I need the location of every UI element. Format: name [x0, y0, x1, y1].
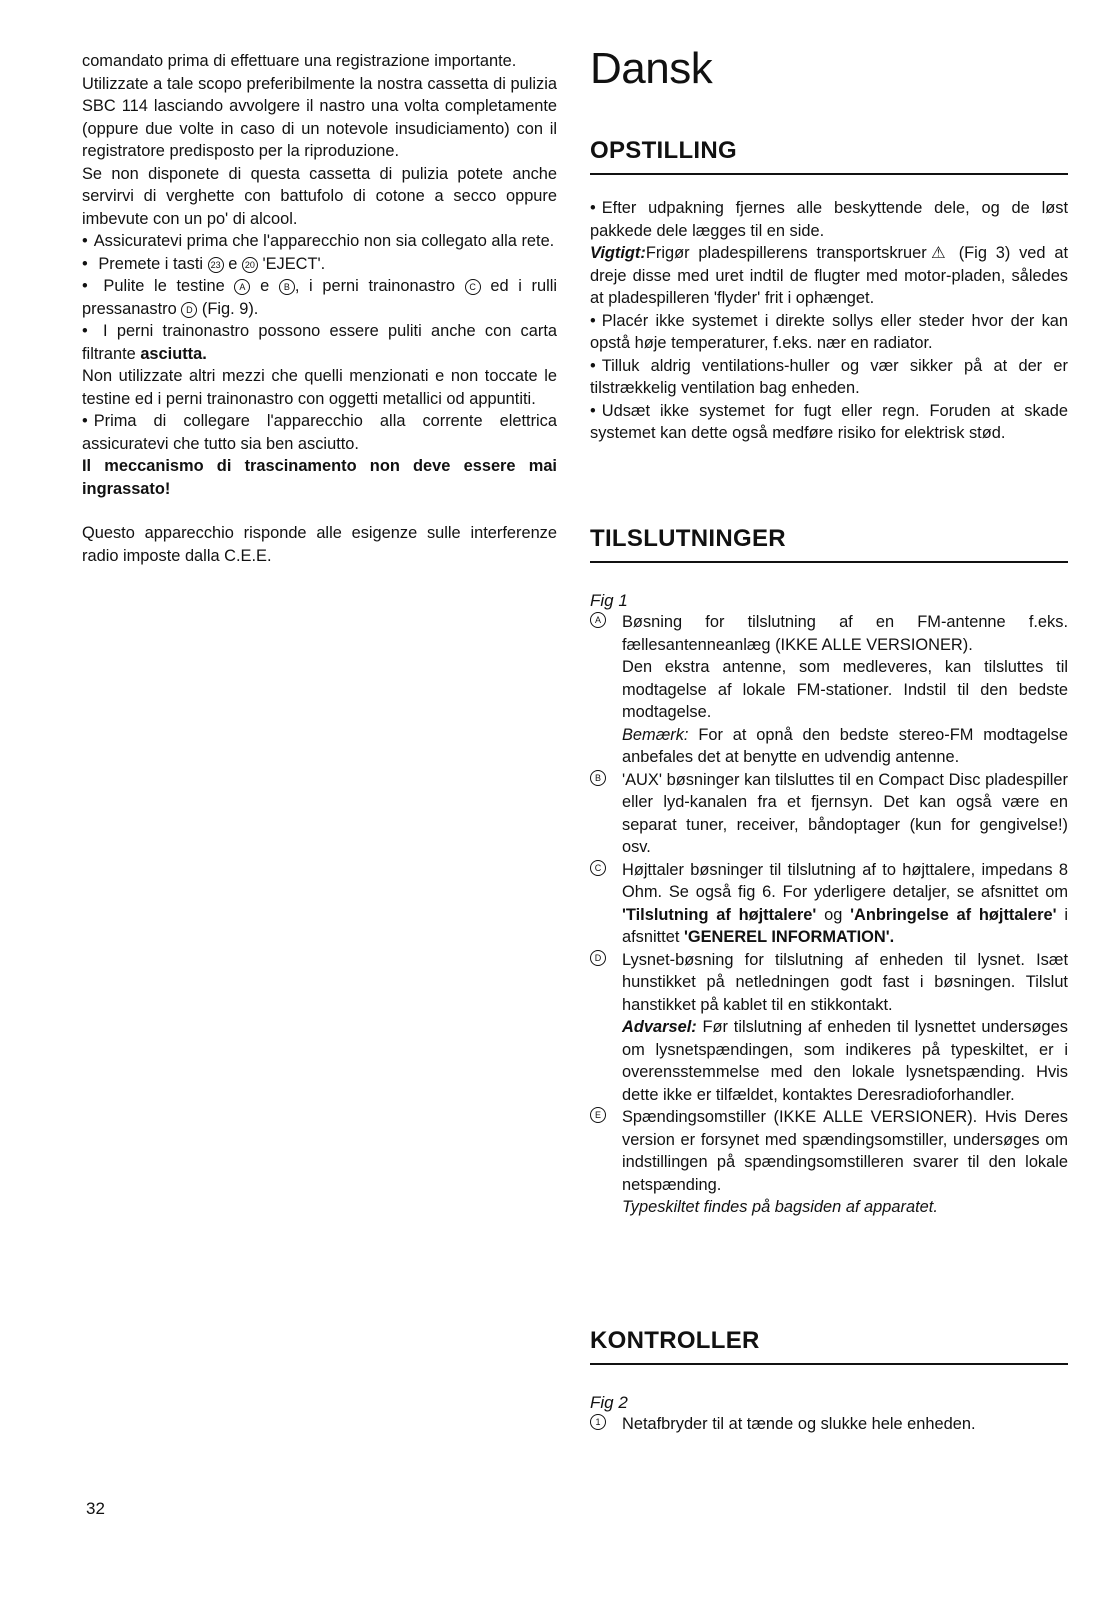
label-marker: C [590, 860, 606, 876]
section-opstilling [590, 137, 1068, 445]
label-marker: D [181, 302, 197, 318]
label-marker: A [590, 612, 606, 628]
label-marker: A [234, 279, 250, 295]
figure-reference: Fig 2 [590, 1393, 628, 1412]
label-marker: D [590, 950, 606, 966]
paragraph: Non utilizzate altri mezzi che quelli menzionati e non toccate le testine ed i perni trainonastro con oggetti metallici od appuntiti. [82, 367, 557, 408]
label-marker: B [279, 279, 295, 295]
page-number: 32 [86, 1499, 105, 1518]
list-item: D Lysnet-bøsning for tilslutning af enheden til lysnet. Isæt hunstikket på netledningen godt fast i bøsningen. Tilslut hanstikket på kablet til en stikkontakt. Advarsel: Før tilslutning af enheden til lysnettet undersøges om lysnetspændingen, som indikeres på typeskiltet, er i overensstemmelse med den lokale lysnetspænding. Hvis dette ikke er tilfældet, kontaktes Deresradioforhandler. [590, 949, 1068, 1107]
bullet-item: • I perni trainonastro possono essere puliti anche con carta filtrante asciutta. [82, 320, 557, 365]
list-item: E Spændingsomstiller (IKKE ALLE VERSIONER). Hvis Deres version er forsynet med spændingsomstiller, undersøges om indstillingen på spændingsomstilleren svarer til den lokale netspænding. Typeskiltet findes på bagsiden af apparatet. [590, 1106, 1068, 1219]
section-heading: KONTROLLER [590, 1327, 1068, 1365]
left-column [82, 50, 557, 567]
paragraph: Vigtigt:Frigør pladespillerens transportskruer⚠ (Fig 3) ved at dreje disse med uret indtil de flugter med motor-pladen, således at pladespilleren 'flyder' frit i ophænget. [590, 244, 1068, 307]
paragraph: Questo apparecchio risponde alle esigenze sulle interferenze radio imposte dalla C.E.E. [82, 524, 557, 565]
section-tilslutninger [590, 525, 1068, 1219]
paragraph: Se non disponete di questa cassetta di pulizia potete anche servirvi di verghette con battufolo di cotone a secco oppure imbevute con un po' di alcool. [82, 164, 557, 228]
figure-reference: Fig 1 [590, 591, 628, 610]
bullet-item: • Efter udpakning fjernes alle beskyttende dele, og de løst pakkede dele lægges til en side. [590, 197, 1068, 242]
bullet-item: • Prima di collegare l'apparecchio alla corrente elettrica assicuratevi che tutto sia ben asciutto. [82, 410, 557, 455]
bullet-item: • Assicuratevi prima che l'apparecchio non sia collegato alla rete. [82, 230, 557, 253]
paragraph: comandato prima di effettuare una registrazione importante. [82, 52, 517, 70]
bullet-item: • Pulite le testine A e B , i perni trainonastro C ed i rulli pressanastro D (Fig. 9). [82, 275, 557, 320]
paragraph: Utilizzate a tale scopo preferibilmente la nostra cassetta di pulizia SBC 114 lasciando avvolgere il nastro una volta completamente (oppure due volte in caso di un notevole insudiciamento) con il registratore predisposto per la riproduzione. [82, 74, 557, 160]
bullet-item: • Premete i tasti 23 e 20 'EJECT'. [82, 253, 557, 276]
key-marker: 23 [208, 257, 224, 273]
bullet-item: • Udsæt ikke systemet for fugt eller regn. Foruden at skade systemet kan dette også medføre risiko for elektrisk stød. [590, 400, 1068, 445]
list-item: A Bøsning for tilslutning af en FM-antenne f.eks. fællesantenneanlæg (IKKE ALLE VERSIONER). Den ekstra antenne, som medleveres, kan tilsluttes til modtagelse af lokale FM-stationer. Indstil til den bedste modtagelse. Bemærk: For at opnå den bedste stereo-FM modtagelse anbefales det at benytte en udvendig antenne. [590, 611, 1068, 769]
label-marker: E [590, 1107, 606, 1123]
section-heading: OPSTILLING [590, 137, 1068, 175]
list-item: B 'AUX' bøsninger kan tilsluttes til en Compact Disc pladespiller eller lyd-kanalen fra et fjernsyn. Det kan også være en separat tuner, receiver, båndoptager (kun for gengivelse!) osv. [590, 769, 1068, 859]
bullet-item: • Placér ikke systemet i direkte sollys eller steder hvor der kan opstå høje temperaturer, f.eks. nær en radiator. [590, 310, 1068, 355]
warning-text: Il meccanismo di trascinamento non deve essere mai ingrassato! [82, 457, 557, 498]
section-heading: TILSLUTNINGER [590, 525, 1068, 563]
page-title: Dansk [590, 44, 713, 93]
section-kontroller [590, 1327, 1068, 1436]
key-marker: 20 [242, 257, 258, 273]
warning-icon: ⚠ [926, 244, 950, 262]
label-marker: C [465, 279, 481, 295]
label-marker: 1 [590, 1414, 606, 1430]
label-marker: B [590, 770, 606, 786]
list-item: 1 Netafbryder til at tænde og slukke hele enheden. [590, 1413, 1068, 1436]
list-item: C Højttaler bøsninger til tilslutning af to højttalere, impedans 8 Ohm. Se også fig 6. For yderligere detaljer, se afsnittet om 'Tilslutning af højttalere' og 'Anbringelse af højttalere' i afsnittet 'GENEREL INFORMATION'. [590, 859, 1068, 949]
bullet-item: • Tilluk aldrig ventilations-huller og vær sikker på at der er tilstrækkelig ventilation bag enheden. [590, 355, 1068, 400]
